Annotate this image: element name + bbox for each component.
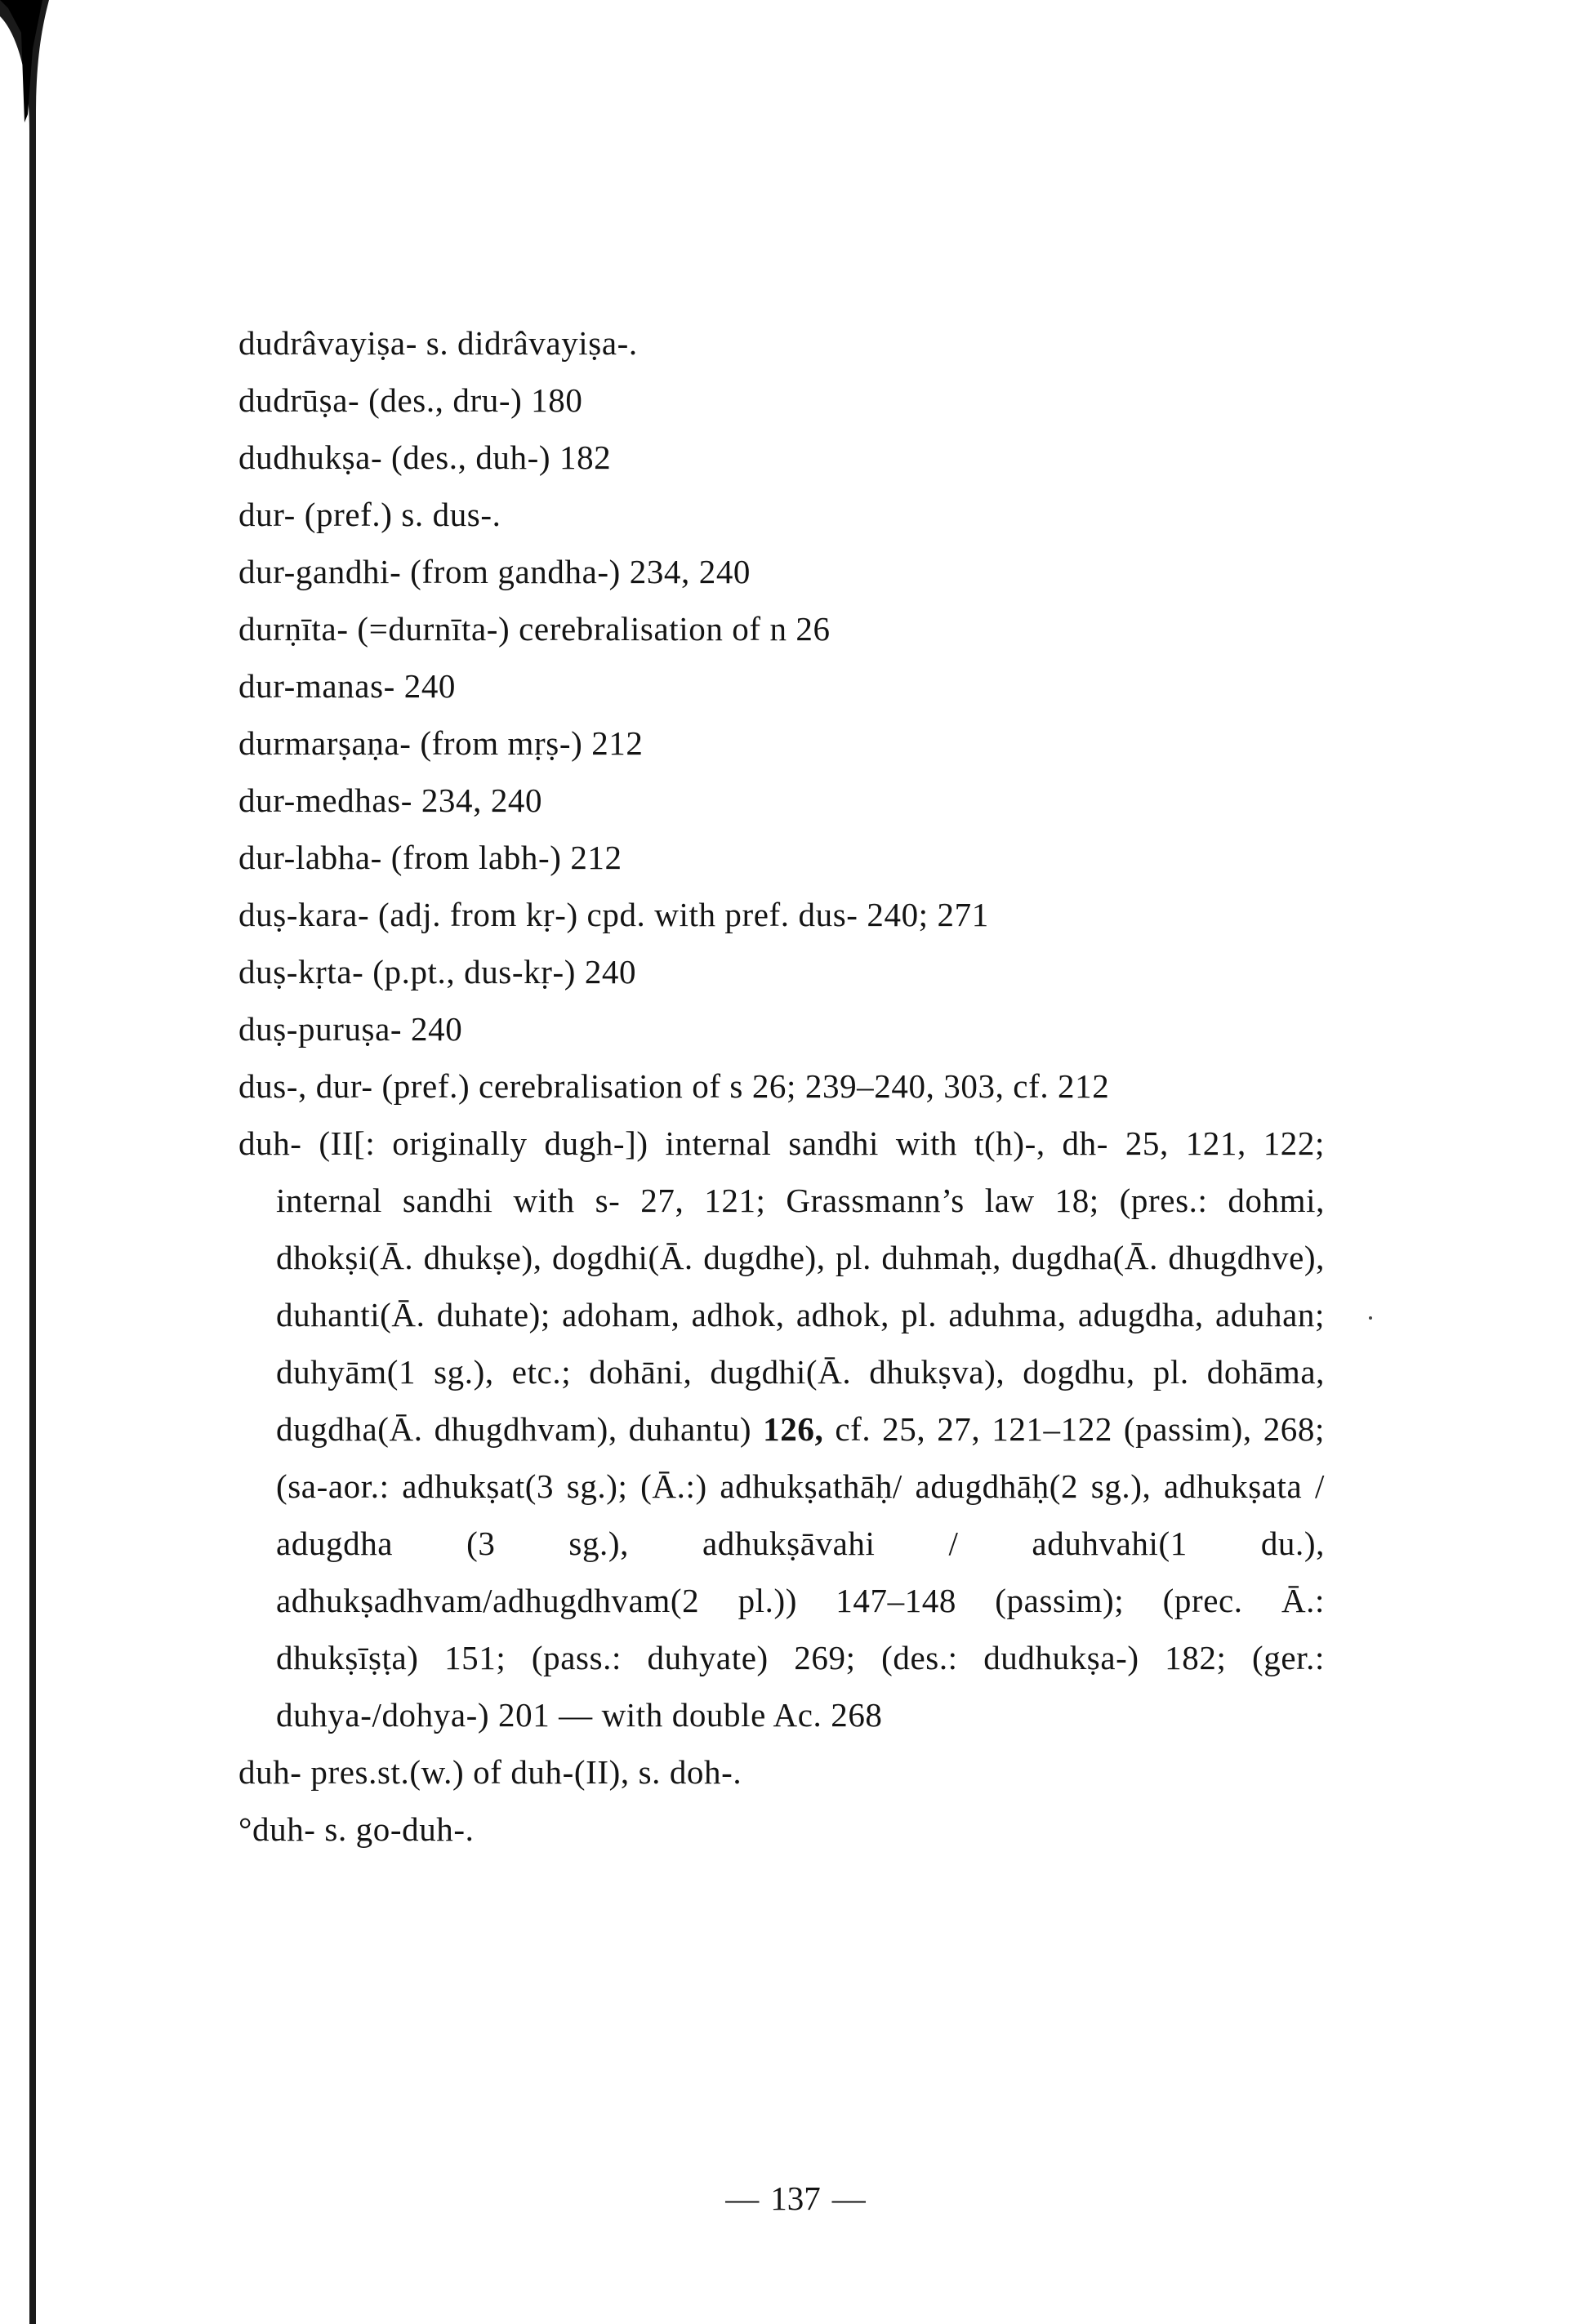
index-entry: dur-manas- 240: [238, 667, 457, 705]
index-entry: °duh- s. go-duh-.: [238, 1810, 475, 1848]
binding-edge-graphic: [0, 0, 49, 2324]
page-number: [0, 2179, 1591, 2218]
index-entry: dudrūṣa- (des., dru-) 180: [238, 381, 583, 419]
index-entry: dudrâvayiṣa- s. didrâvayiṣa-.: [238, 324, 638, 362]
binding-edge: [0, 0, 49, 2324]
index-entry: duṣ-kara- (adj. from kṛ-) cpd. with pref. dus- 240; 271: [238, 896, 989, 933]
index-entry: duh- pres.st.(w.) of duh-(II), s. doh-.: [238, 1753, 742, 1791]
index-entry: dur- (pref.) s. dus-.: [238, 496, 501, 533]
folio-number: 137: [770, 2179, 821, 2217]
duh-entry-text-start: duh- (II[: originally dugh-]) internal sandhi with t(h)-, dh- 25, 121, 122; internal sandhi with s- 27, 121; Grassmann’s law 18; (pres.: dohmi, dhokṣi(Ā. dhukṣe), dogdhi(Ā. dugdhe), pl. duhmaḥ, dugdha(Ā. dhugdhve), duhanti(Ā. duhate); adoham, adhok, adhok, pl. aduhma, adugdha, aduhan; duhyām(1 sg.), etc.; dohāni, dugdhi(Ā. dhukṣva), dogdhu, pl. dohāma, dugdha(Ā. dhugdhvam), duhantu): [238, 1124, 1325, 1448]
index-page: [238, 314, 1325, 1858]
folio-dash-right: —: [831, 2179, 866, 2217]
index-entry: duṣ-puruṣa- 240: [238, 1010, 463, 1048]
index-entry: duṣ-kṛta- (p.pt., dus-kṛ-) 240: [238, 953, 637, 991]
index-entry-duh: [238, 1115, 1325, 1743]
index-entry: dur-medhas- 234, 240: [238, 781, 543, 819]
index-entry: dur-gandhi- (from gandha-) 234, 240: [238, 553, 751, 590]
index-entry: durṇīta- (=durnīta-) cerebralisation of n 26: [238, 610, 831, 648]
index-entry: dudhukṣa- (des., duh-) 182: [238, 439, 612, 476]
index-entry: dus-, dur- (pref.) cerebralisation of s 26; 239–240, 303, cf. 212: [238, 1067, 1110, 1105]
folio-dash-left: —: [725, 2179, 760, 2217]
print-speck: [1369, 1316, 1372, 1320]
index-entry: dur-labha- (from labh-) 212: [238, 839, 622, 876]
duh-entry-text-end: cf. 25, 27, 121–122 (passim), 268; (sa-aor.: adhukṣat(3 sg.); (Ā.:) adhukṣathāḥ/ adugdhāḥ(2 sg.), adhukṣata / adugdha (3 sg.), adhukṣāvahi / aduhvahi(1 du.), adhukṣadhvam/adhugdhvam(2 pl.)) 147–148 (passim); (prec. Ā.: dhukṣīṣṭa) 151; (pass.: duhyate) 269; (des.: dudhukṣa-) 182; (ger.: duhya-/dohya-) 201 — with double Ac. 268: [276, 1410, 1326, 1734]
duh-entry-bold-reference: 126,: [763, 1410, 824, 1448]
index-entry: durmarṣaṇa- (from mṛṣ-) 212: [238, 724, 644, 762]
index-entries: [238, 314, 1325, 1858]
